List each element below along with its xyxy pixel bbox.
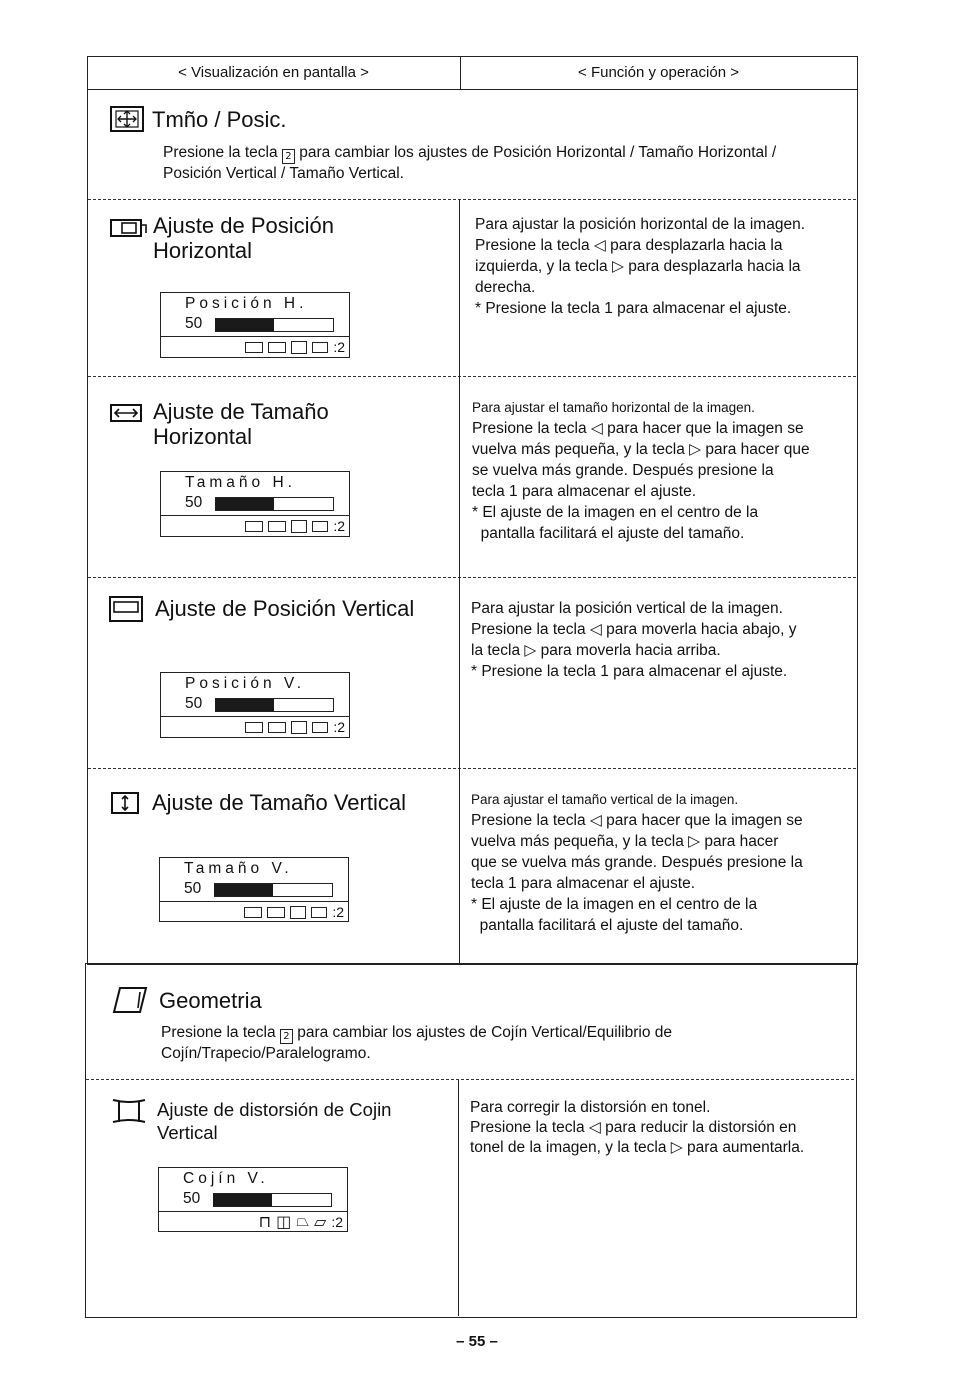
parallelogram-icon: ▱ (314, 1214, 327, 1231)
desc-line: tecla 1 para almacenar el ajuste. (471, 875, 696, 892)
cojin-title (157, 1098, 391, 1144)
section-description (472, 397, 852, 544)
osd-panel (160, 471, 350, 537)
cojin-title-line1: Ajuste de distorsión de Cojin (157, 1099, 392, 1120)
desc-line: Para corregir la distorsión en tonel. (470, 1099, 711, 1116)
vertical-size-icon (312, 722, 328, 733)
horizontal-position-icon (245, 722, 263, 733)
desc-line: Para ajustar la posición vertical de la imagen. (471, 600, 783, 617)
page-number: – 55 – (456, 1333, 498, 1350)
osd-separator (161, 515, 349, 516)
desc-line: Presione la tecla ◁ para reducir la distorsión en (470, 1119, 797, 1136)
osd-level-fill (215, 319, 274, 331)
desc-line: Para ajustar la posición horizontal de la imagen. (475, 216, 805, 233)
column-divider (459, 200, 460, 963)
pincushion-icon (111, 1098, 147, 1124)
tmno-intro-text-b: para cambiar los ajustes de Posición Horizontal / Tamaño Horizontal / (299, 144, 777, 161)
osd-key-label: :2 (331, 1214, 343, 1230)
desc-line: la tecla ▷ para moverla hacia arriba. (471, 642, 721, 659)
cojin-title-line2: Vertical (157, 1122, 218, 1143)
section-title: Ajuste de Posición (153, 213, 334, 238)
osd-icon-row (245, 339, 345, 355)
trapezoid-icon: ⏢ (296, 1213, 309, 1230)
desc-line: tecla 1 para almacenar el ajuste. (472, 483, 697, 500)
column-divider (458, 1080, 459, 1316)
geometria-intro-text-a: Presione la tecla (161, 1024, 276, 1041)
desc-line: pantalla facilitará el ajuste del tamaño. (472, 525, 745, 542)
geometria-intro-text-b: para cambiar los ajustes de Cojín Vertical/Equilibrio de (297, 1024, 672, 1041)
vertical-position-icon (291, 721, 307, 734)
size-position-icon (110, 106, 144, 132)
cojin-description (470, 1098, 850, 1158)
osd-icon-row (259, 1214, 343, 1230)
tmno-intro-line1 (163, 142, 853, 164)
tmno-intro-line2: Posición Vertical / Tamaño Vertical. (163, 165, 404, 182)
desc-line: Presione la tecla ◁ para hacer que la imagen se (471, 812, 803, 829)
osd-key-label: :2 (333, 339, 345, 355)
desc-line: Para ajustar el tamaño horizontal de la imagen. (472, 400, 755, 415)
vertical-position-icon (291, 520, 307, 533)
desc-line: izquierda, y la tecla ▷ para desplazarla hacia la (475, 258, 801, 275)
tmno-title: Tmño / Posic. (152, 107, 287, 132)
horizontal-size-icon (110, 404, 142, 422)
vertical-size-icon (311, 907, 327, 918)
tmno-intro-text-a: Presione la tecla (163, 144, 278, 161)
section-description (471, 598, 851, 682)
osd-level-bar (214, 883, 333, 897)
osd-separator (161, 336, 349, 337)
desc-line: derecha. (475, 279, 536, 296)
osd-value: 50 (185, 315, 203, 332)
geometria-intro-line1 (161, 1022, 841, 1044)
osd-level-fill (215, 498, 274, 510)
desc-line: vuelva más pequeña, y la tecla ▷ para hacer que (472, 441, 810, 458)
desc-line: tonel de la imagen, y la tecla ▷ para aumentarla. (470, 1139, 805, 1156)
desc-line: Para ajustar el tamaño vertical de la imagen. (471, 792, 739, 807)
osd-level-fill (213, 1194, 272, 1206)
header-right: < Función y operación > (578, 64, 739, 81)
desc-line: * Presione la tecla 1 para almacenar el ajuste. (471, 663, 788, 680)
section-divider (88, 577, 856, 578)
section-description (471, 789, 851, 936)
section-title: Ajuste de Posición Vertical (155, 596, 415, 621)
header-left: < Visualización en pantalla > (178, 64, 369, 81)
section-title: Ajuste de Tamaño Vertical (152, 790, 406, 815)
osd-value: 50 (185, 695, 203, 712)
osd-icon-row (245, 518, 345, 534)
osd-name: Tamaño V. (184, 860, 293, 877)
osd-panel (160, 672, 350, 738)
osd-name: Posición H. (185, 295, 308, 312)
desc-line: Presione la tecla ◁ para moverla hacia abajo, y (471, 621, 797, 638)
osd-value: 50 (183, 1190, 201, 1207)
osd-icon-row (245, 719, 345, 735)
key-2-icon: 2 (280, 1029, 293, 1044)
section-divider (88, 768, 856, 769)
osd-value: 50 (184, 880, 202, 897)
pincushion-icon: ⊓ (258, 1214, 272, 1231)
vertical-position-icon (291, 341, 307, 354)
section-title-line2: Horizontal (153, 424, 253, 449)
desc-line: se vuelva más grande. Después presione la (472, 462, 774, 479)
vertical-size-icon (312, 521, 328, 532)
section-divider (88, 376, 856, 377)
desc-line: Presione la tecla ◁ para desplazarla hacia la (475, 237, 783, 254)
geometry-icon (112, 986, 150, 1014)
osd-level-fill (214, 884, 273, 896)
osd-name: Tamaño H. (185, 474, 296, 491)
horizontal-size-icon (268, 722, 286, 733)
osd-panel (160, 292, 350, 358)
desc-line: * El ajuste de la imagen en el centro de la (472, 504, 759, 521)
vertical-size-icon (111, 792, 139, 814)
vertical-size-icon (312, 342, 328, 353)
geometria-intro-line2: Cojín/Trapecio/Paralelogramo. (161, 1045, 371, 1062)
osd-key-label: :2 (332, 904, 344, 920)
osd-icon-row (244, 904, 344, 920)
header-divider (87, 89, 857, 90)
pincushion-balance-icon: ◫ (276, 1214, 292, 1231)
osd-key-label: :2 (333, 518, 345, 534)
section-divider (88, 199, 856, 200)
desc-line: pantalla facilitará el ajuste del tamaño. (471, 917, 744, 934)
osd-value: 50 (185, 494, 203, 511)
osd-panel (159, 857, 349, 922)
desc-line: * El ajuste de la imagen en el centro de la (471, 896, 758, 913)
osd-level-bar (215, 318, 334, 332)
osd-level-bar (215, 698, 334, 712)
vertical-position-icon (109, 596, 143, 622)
section-description (475, 214, 850, 319)
osd-level-bar (215, 497, 334, 511)
desc-line: que se vuelva más grande. Después presione la (471, 854, 803, 871)
horizontal-position-icon (245, 521, 263, 532)
osd-level-fill (215, 699, 274, 711)
osd-name: Posición V. (185, 675, 306, 692)
osd-panel (158, 1167, 348, 1232)
osd-level-bar (213, 1193, 332, 1207)
horizontal-size-icon (268, 521, 286, 532)
section-title: Ajuste de Tamaño (153, 399, 329, 424)
horizontal-size-icon (268, 342, 286, 353)
desc-line: vuelva más pequeña, y la tecla ▷ para hacer (471, 833, 779, 850)
section-divider (86, 1079, 854, 1080)
osd-key-label: :2 (333, 719, 345, 735)
key-2-icon: 2 (282, 149, 295, 164)
osd-name: Cojín V. (183, 1170, 269, 1187)
horizontal-position-icon (110, 219, 148, 237)
osd-separator (160, 901, 348, 902)
section-title-line2: Horizontal (153, 238, 253, 263)
osd-separator (161, 716, 349, 717)
horizontal-position-icon (244, 907, 262, 918)
desc-line: Presione la tecla ◁ para hacer que la imagen se (472, 420, 804, 437)
geometria-title: Geometria (159, 988, 262, 1013)
vertical-position-icon (290, 906, 306, 919)
horizontal-position-icon (245, 342, 263, 353)
desc-line: * Presione la tecla 1 para almacenar el ajuste. (475, 300, 792, 317)
horizontal-size-icon (267, 907, 285, 918)
